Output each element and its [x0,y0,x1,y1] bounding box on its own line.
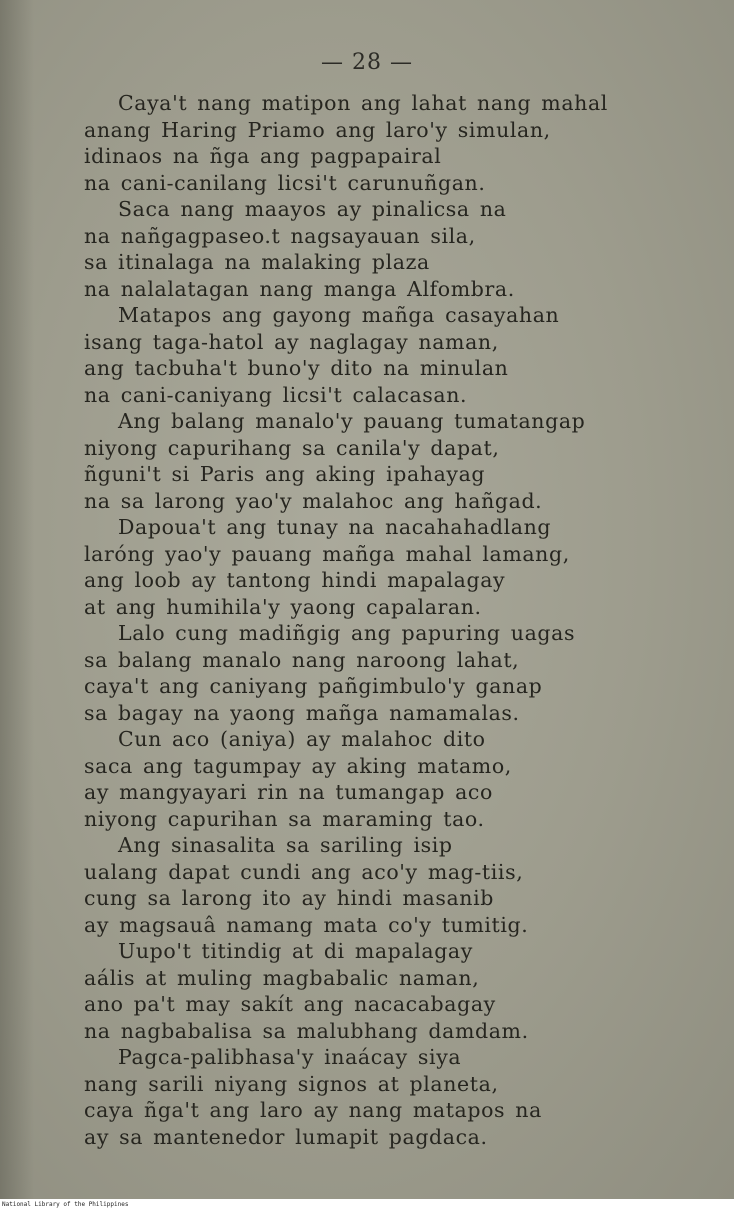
verse-line: ay mangyayari rin na tumangap aco [84,780,493,804]
verse-line: na cani-canilang licsi't carunuñgan. [84,170,486,195]
verse-line: Dapoua't ang tunay na nacahahadlang [118,515,552,539]
verse-line: caya't ang caniyang pañgimbulo'y ganap [84,674,543,698]
verse-line: nang sarili niyang signos at planeta, [84,1071,499,1096]
verse-line: cung sa larong ito ay hindi masanib [84,886,494,910]
stanza [84,832,684,938]
verse-line: Ang sinasalita sa sariling isip [118,833,453,857]
verse-line: idinaos na ñga ang pagpapairal [84,144,442,168]
verse-line: Saca nang maayos ay pinalicsa na [118,197,507,221]
stanza [84,1044,684,1150]
verse-line: na sa larong yao'y malahoc ang hañgad. [84,488,543,513]
stanza [84,938,684,1044]
verse-line: anang Haring Priamo ang laro'y simulan, [84,117,551,142]
verse-line: ñguni't si Paris ang aking ipahayag [84,462,486,486]
verse-line: ang loob ay tantong hindi mapalagay [84,568,506,592]
verse-line: ang tacbuha't buno'y dito na minulan [84,356,509,380]
stanza [84,302,684,408]
verse-line: Ang balang manalo'y pauang tumatangap [118,409,586,433]
verse-line: at ang humihila'y yaong capalaran. [84,594,482,619]
verse-line: na cani-caniyang licsi't calacasan. [84,382,468,407]
poem [84,90,684,1150]
verse-line: Lalo cung madiñgig ang papuring uagas [118,621,576,645]
verse-line: sa bagay na yaong mañga namamalas. [84,700,520,725]
verse-line: caya ñga't ang laro ay nang matapos na [84,1098,542,1122]
verse-line: niyong capurihang sa canila'y dapat, [84,435,500,460]
verse-line: Pagca-palibhasa'y inaácay siya [118,1045,462,1069]
verse-line: ay sa mantenedor lumapit pagdaca. [84,1124,488,1149]
verse-line: niyong capurihan sa maraming tao. [84,806,485,831]
stanza [84,408,684,514]
verse-line: na nalalatagan nang manga Alfombra. [84,276,515,301]
stanza [84,196,684,302]
verse-line: Caya't nang matipon ang lahat nang mahal [118,91,608,115]
verse-line: laróng yao'y pauang mañga mahal lamang, [84,541,570,566]
verse-line: sa itinalaga na malaking plaza [84,250,430,274]
verse-line: isang taga-hatol ay naglagay naman, [84,329,499,354]
page-number: — 28 — [321,50,413,75]
verse-line: na nagbabalisa sa malubhang damdam. [84,1018,529,1043]
stanza [84,514,684,620]
library-footer: National Library of the Philippines [2,1201,129,1208]
verse-line: sa balang manalo nang naroong lahat, [84,647,520,672]
verse-line: ano pa't may sakít ang nacacabagay [84,992,496,1016]
verse-line: Cun aco (aniya) ay malahoc dito [118,727,486,751]
verse-line: ay magsauâ namang mata co'y tumitig. [84,912,529,937]
verse-line: aális at muling magbabalic naman, [84,965,480,990]
verse-line: Uupo't titindig at di mapalagay [118,939,473,963]
stanza [84,90,684,196]
verse-line: Matapos ang gayong mañga casayahan [118,303,560,327]
stanza [84,620,684,726]
verse-line: saca ang tagumpay ay aking matamo, [84,753,512,778]
stanza [84,726,684,832]
verse-line: na nañgagpaseo.t nagsayauan sila, [84,223,476,248]
verse-line: ualang dapat cundi ang aco'y mag-tiis, [84,859,524,884]
